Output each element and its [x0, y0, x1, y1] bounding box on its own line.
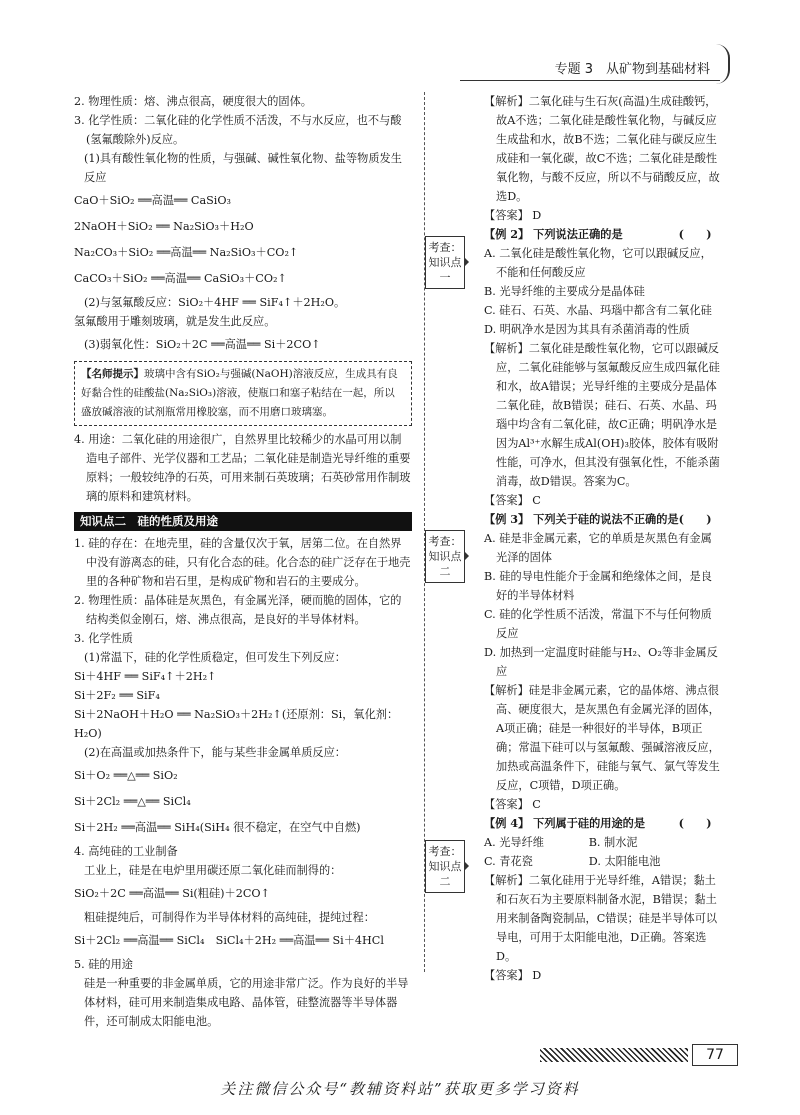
para-si-physical: 2. 物理性质：晶体硅是灰黑色，有金属光泽，硬而脆的固体，它的结构类似金刚石，熔、沸点很高，是良好的半导体材料。: [74, 594, 402, 626]
equation: SiO₂＋2C ══高温══ Si(粗硅)＋2CO↑: [74, 887, 270, 900]
para-pure-si: 4. 高纯硅的工业制备: [74, 845, 178, 858]
left-column: [74, 92, 412, 1031]
equation: Si＋4HF ══ SiF₄↑＋2H₂↑: [74, 670, 217, 683]
right-column: [484, 92, 722, 985]
analysis: 【解析】二氧化硅用于光导纤维，A错误；黏土和石灰石为主要原料制备水泥，B错误；黏土用来制备陶瓷制品，C错误；硅是半导体可以导电，可用于太阳能电池，D正确。答案选D。: [484, 874, 718, 963]
option: C. 硅的化学性质不活泼，常温下不与任何物质反应: [484, 608, 712, 640]
para-hf-reaction: (2)与氢氟酸反应：SiO₂＋4HF ══ SiF₄↑＋2H₂O。: [84, 296, 346, 309]
para-physical-property: 2. 物理性质：熔、沸点很高，硬度很大的固体。: [74, 95, 312, 108]
option: D. 加热到一定温度时硅能与H₂、O₂等非金属反应: [484, 646, 718, 678]
option: B. 硅的导电性能介于金属和绝缘体之间，是良好的半导体材料: [484, 570, 712, 602]
teacher-tip-box: [74, 361, 412, 426]
option: A. 二氧化硅是酸性氧化物，它可以跟碱反应，不能和任何酸反应: [484, 247, 712, 279]
para-purify: 粗硅提纯后，可制得作为半导体材料的高纯硅，提纯过程：: [84, 911, 375, 924]
option: B. 光导纤维的主要成分是晶体硅: [484, 285, 645, 298]
option: A. 光导纤维 B. 制水泥: [484, 836, 638, 849]
analysis: 【解析】硅是非金属元素，它的晶体熔、沸点很高、硬度很大，是灰黑色有金属光泽的固体，A项正确；硅是一种很好的半导体，B项正确；常温下硅可以与氢氟酸、强碱溶液反应，加热或高温条件下，硅能与氧气、氯气等发生反应，C项错，D项正确。: [484, 684, 720, 792]
para-hf-use: 氢氟酸用于雕刻玻璃，就是发生此反应。: [74, 315, 276, 328]
page-number: 77: [692, 1044, 738, 1066]
equation: CaCO₃＋SiO₂ ══高温══ CaSiO₃＋CO₂↑: [74, 272, 287, 285]
equation: Si＋O₂ ══△══ SiO₂: [74, 769, 178, 782]
side-tag: 考查：知识点二: [425, 840, 465, 893]
analysis: 【解析】二氧化硅与生石灰(高温)生成硅酸钙，故A不选；二氧化硅是酸性氧化物，与碱反应生成盐和水，故B不选；二氧化硅与碳反应生成硅和一氧化碳，故C不选；二氧化硅是酸性氧化物，与酸不反应，所以不与硝酸反应，故选D。: [484, 95, 720, 203]
para-si-chemical: 3. 化学性质: [74, 632, 133, 645]
para-acidic-oxide: (1)具有酸性氧化物的性质，与强碱、碱性氧化物、盐等物质发生反应: [84, 152, 402, 184]
option: C. 青花瓷 D. 太阳能电池: [484, 855, 661, 868]
example-question: 【例 4】 下列属于硅的用途的是 ( ): [484, 816, 712, 830]
equation: Na₂CO₃＋SiO₂ ══高温══ Na₂SiO₃＋CO₂↑: [74, 246, 299, 259]
page-hatch: [540, 1048, 688, 1062]
header-rule: [460, 80, 720, 81]
equation: (3)弱氧化性：SiO₂＋2C ══高温══ Si＋2CO↑: [84, 338, 321, 351]
para-si-uses: 硅是一种重要的非金属单质，它的用途非常广泛。作为良好的半导体材料，硅可用来制造集成电路、晶体管，硅整流器等半导体器件，还可制成太阳能电池。: [84, 977, 409, 1028]
section-heading: 知识点二 硅的性质及用途: [74, 512, 412, 531]
para-uses: 4. 用途：二氧化硅的用途很广，自然界里比较稀少的水晶可用以制造电子部件、光学仪器和工艺品；二氧化硅是制造光导纤维的重要原料；一般较纯净的石英，可用来制石英玻璃；石英砂常用作制玻璃的原料和建筑材料。: [74, 433, 411, 503]
example-question: 【例 2】 下列说法正确的是 ( ): [484, 227, 712, 241]
side-tag: 考查：知识点二: [425, 530, 465, 583]
para-high-temp: (2)在高温或加热条件下，能与某些非金属单质反应：: [84, 746, 346, 759]
equation: Si＋2Cl₂ ══高温══ SiCl₄ SiCl₄＋2H₂ ══高温══ Si＋4HCl: [74, 934, 384, 947]
example-question: 【例 3】 下列关于硅的说法不正确的是( ): [484, 512, 712, 526]
answer: 【答案】 D: [484, 969, 542, 982]
answer: 【答案】 D: [484, 209, 542, 222]
equation: Si＋2NaOH＋H₂O ══ Na₂SiO₃＋2H₂↑(还原剂：Si，氧化剂：H₂O): [74, 708, 399, 740]
page-number-block: [540, 1044, 740, 1064]
answer: 【答案】 C: [484, 494, 541, 507]
tip-text: 玻璃中含有SiO₂与强碱(NaOH)溶液反应，生成具有良好黏合性的硅酸盐(Na₂SiO₃)溶液，使瓶口和塞子粘结在一起，所以盛放碱溶液的试剂瓶常用橡胶塞，而不用磨口玻璃塞。: [81, 368, 398, 418]
header-ornament: [714, 44, 730, 84]
para-room-temp: (1)常温下，硅的化学性质稳定，但可发生下列反应：: [84, 651, 346, 664]
page-header: 专题 3 从矿物到基础材料: [554, 62, 710, 77]
footer-note: 关注微信公众号“教辅资料站”获取更多学习资料: [220, 1080, 580, 1098]
analysis: 【解析】二氧化硅是酸性氧化物，它可以跟碱反应，二氧化硅能够与氢氟酸反应生成四氟化硅和水，故A错误；光导纤维的主要成分是晶体二氧化硅，故B错误；硅石、石英、水晶、玛瑙中均含有二氧化硅，故C正确；明矾净水是因为Al³⁺水解生成Al(OH)₃胶体，胶体有吸附性能，可净水，但其没有强氧化性，不能杀菌消毒，故D错误。答案为C。: [484, 342, 720, 488]
equation: CaO＋SiO₂ ══高温══ CaSiO₃: [74, 194, 232, 207]
para-si-uses-title: 5. 硅的用途: [74, 958, 133, 971]
tip-label: 【名师提示】: [81, 368, 144, 380]
para-industry: 工业上，硅是在电炉里用碳还原二氧化硅而制得的：: [84, 864, 342, 877]
equation: 2NaOH＋SiO₂ ══ Na₂SiO₃＋H₂O: [74, 220, 254, 233]
equation: Si＋2Cl₂ ══△══ SiCl₄: [74, 795, 191, 808]
equation: Si＋2H₂ ══高温══ SiH₄(SiH₄ 很不稳定，在空气中自燃): [74, 821, 361, 834]
option: C. 硅石、石英、水晶、玛瑙中都含有二氧化硅: [484, 304, 712, 317]
option: A. 硅是非金属元素，它的单质是灰黑色有金属光泽的固体: [484, 532, 712, 564]
para-si-existence: 1. 硅的存在：在地壳里，硅的含量仅次于氧，居第二位。在自然界中没有游离态的硅，只有化合态的硅。化合态的硅广泛存在于地壳里的各种矿物和岩石里，是构成矿物和岩石的主要成分。: [74, 537, 411, 588]
option: D. 明矾净水是因为其具有杀菌消毒的性质: [484, 323, 690, 336]
equation: Si＋2F₂ ══ SiF₄: [74, 689, 160, 702]
side-tag: 考查：知识点一: [425, 236, 465, 289]
answer: 【答案】 C: [484, 798, 541, 811]
para-chemical-property: 3. 化学性质：二氧化硅的化学性质不活泼，不与水反应，也不与酸(氢氟酸除外)反应。: [74, 114, 402, 146]
